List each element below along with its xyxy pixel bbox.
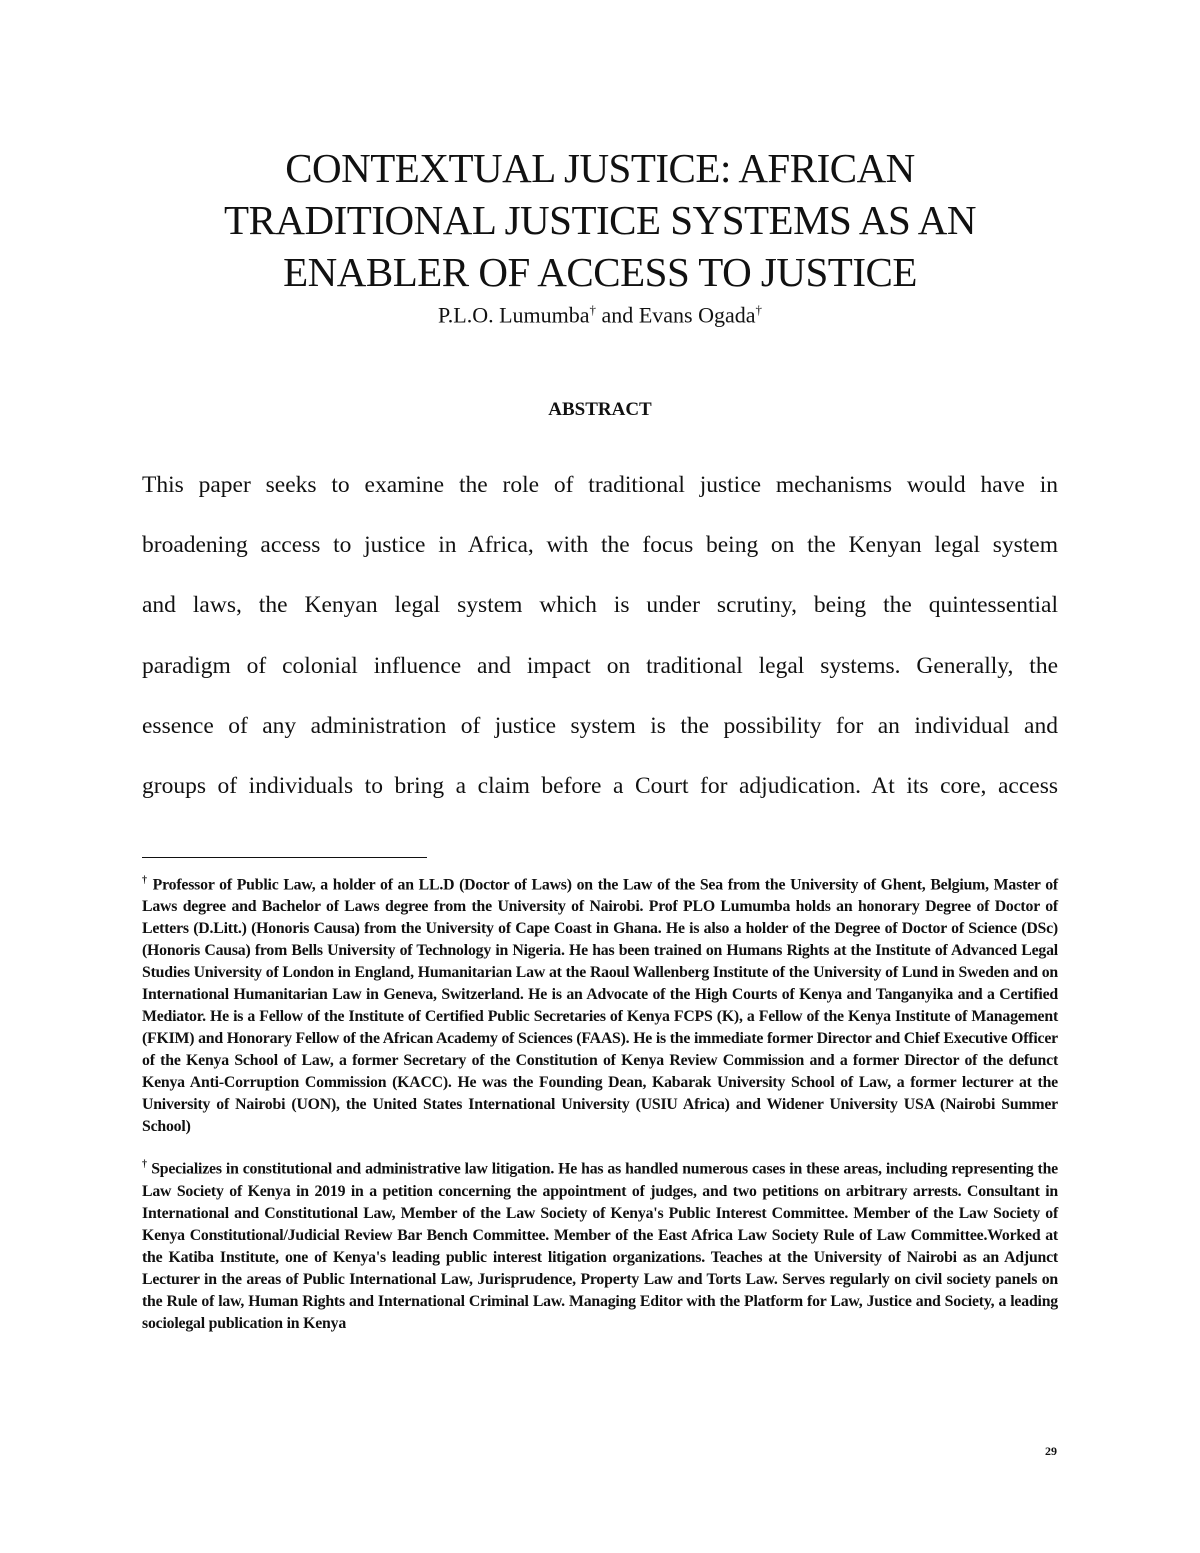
abstract-line: and laws, the Kenyan legal system which is under scrutiny, being the quintessential — [142, 592, 1058, 619]
abstract-line: This paper seeks to examine the role of traditional justice mechanisms would have in — [142, 472, 1058, 498]
title-line-2: TRADITIONAL JUSTICE SYSTEMS AS AN — [224, 197, 976, 243]
abstract-line: paradigm of colonial influence and impact on traditional legal systems. Generally, the — [142, 652, 1058, 679]
title-line-3: ENABLER OF ACCESS TO JUSTICE — [283, 249, 917, 295]
footnote-marker: † — [142, 1159, 148, 1171]
footnote-1 — [142, 870, 1058, 1138]
footnotes — [142, 870, 1058, 1351]
footnote-marker: † — [142, 875, 148, 886]
abstract-body — [142, 467, 1058, 828]
abstract-line: essence of any administration of justice system is the possibility for an individual and — [142, 712, 1058, 739]
footnote-marker[interactable]: † — [589, 302, 597, 317]
abstract-heading: ABSTRACT — [548, 399, 652, 420]
footnote-text: Specializes in constitutional and administrative law litigation. He has as handled numerous cases in these areas, including representing the Law Society of Kenya in 2019 in a petition concerning the appointment of judges, and two petitions on arbitrary arrests. Consultant in International and Constitutional Law, Member of the Law Society of Kenya's Public Interest Committee. Member of the Law Society of Kenya Constitutional/Judicial Review Bar Bench Committee. Member of the East Africa Law Society Rule of Law Committee.Worked at the Katiba Institute, one of Kenya's leading public interest litigation organizations. Teaches at the University of Nairobi as an Adjunct Lecturer in the areas of Public International Law, Jurisprudence, Property Law and Torts Law. Serves regularly on civil society panels on the Rule of law, Human Rights and International Criminal Law. Managing Editor with the Platform for Law, Justice and Society, a leading sociolegal publication in Kenya — [142, 1160, 1058, 1332]
author-line — [140, 296, 1060, 329]
author-name: Evans Ogada — [638, 302, 756, 328]
abstract-line: broadening access to justice in Africa, with the focus being on the Kenyan legal system — [142, 532, 1058, 559]
footnote-text: Professor of Public Law, a holder of an LL.D (Doctor of Laws) on the Law of the Sea from the University of Ghent, Belgium, Master of Laws degree and Bachelor of Laws degree from the University of Nairobi. Prof PLO Lumumba holds an honorary Degree of Doctor of Letters (D.Litt.) (Honoris Causa) from the University of Cape Coast in Ghana. He is also a holder of the Degree of Doctor of Science (DSc) (Honoris Causa) from Bells University of Technology in Nigeria. He has been trained on Humans Rights at the Institute of Advanced Legal Studies University of London in England, Humanitarian Law at the Raoul Wallenberg Institute of the University of Lund in Sweden and on International Humanitarian Law in Geneva, Switzerland. He is an Advocate of the High Courts of Kenya and Tanganyika and a Certified Mediator. He is a Fellow of the Institute of Certified Public Secretaries of Kenya FCPS (K), a Fellow of the Kenya Institute of Management (FKIM) and Honorary Fellow of the African Academy of Sciences (FAAS). He is the immediate former Director and Chief Executive Officer of the Kenya School of Law, a former Secretary of the Constitution of Kenya Review Commission and a former Director of the defunct Kenya Anti-Corruption Commission (KACC). He was the Founding Dean, Kabarak University School of Law, a former lecturer at the University of Nairobi (UON), the United States International University (USIU Africa) and Widener University USA (Nairobi Summer School) — [142, 876, 1058, 1136]
author-connector: and — [596, 302, 639, 328]
abstract-line: groups of individuals to bring a claim before a Court for adjudication. At its core, access — [142, 772, 1058, 799]
footnote-2 — [142, 1154, 1058, 1334]
author-name: P.L.O. Lumumba — [437, 302, 590, 328]
page-number: 29 — [1045, 1444, 1057, 1458]
footnote-marker[interactable]: † — [755, 302, 762, 317]
footnote-separator — [142, 857, 427, 858]
title-line-1: CONTEXTUAL JUSTICE: AFRICAN — [285, 145, 915, 191]
paper-title — [140, 142, 1060, 298]
